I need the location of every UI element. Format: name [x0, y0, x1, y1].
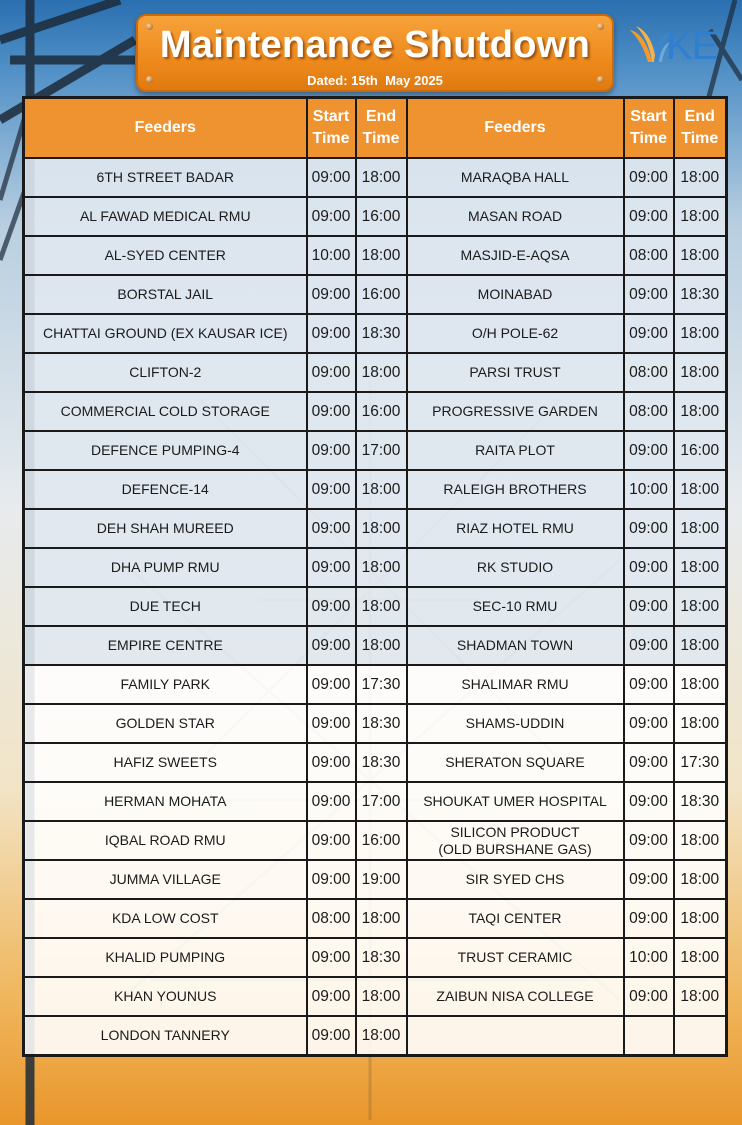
- right-feeder-cell: TAQI CENTER: [407, 899, 624, 938]
- right-end-time-cell: 18:00: [674, 392, 727, 431]
- left-start-time-cell: 09:00: [307, 197, 356, 236]
- right-start-time-cell: 09:00: [624, 665, 674, 704]
- table-row: [24, 548, 727, 587]
- left-feeder-cell: DEFENCE-14: [24, 470, 307, 509]
- right-feeder-cell: ZAIBUN NISA COLLEGE: [407, 977, 624, 1016]
- right-feeder-cell: TRUST CERAMIC: [407, 938, 624, 977]
- right-end-time-cell: [674, 1016, 727, 1056]
- right-feeder-cell: [407, 821, 624, 860]
- left-start-time-cell: 09:00: [307, 392, 356, 431]
- right-start-time-cell: 08:00: [624, 353, 674, 392]
- left-feeder-cell: IQBAL ROAD RMU: [24, 821, 307, 860]
- right-feeder-cell: MASAN ROAD: [407, 197, 624, 236]
- right-feeder-cell: SHAMS-UDDIN: [407, 704, 624, 743]
- right-end-time-cell: 18:00: [674, 158, 727, 197]
- table-row: [24, 470, 727, 509]
- left-end-time-cell: 18:00: [356, 1016, 407, 1056]
- left-feeder-cell: DUE TECH: [24, 587, 307, 626]
- left-feeder-cell: AL FAWAD MEDICAL RMU: [24, 197, 307, 236]
- left-end-time-cell: 16:00: [356, 197, 407, 236]
- left-start-time-cell: 09:00: [307, 1016, 356, 1056]
- left-end-time-cell: 18:00: [356, 626, 407, 665]
- header-feeders-right: Feeders: [407, 98, 624, 159]
- right-feeder-cell: RAITA PLOT: [407, 431, 624, 470]
- table-row: [24, 353, 727, 392]
- right-end-time-cell: 18:00: [674, 587, 727, 626]
- header-end-line1: End: [684, 108, 715, 125]
- shutdown-schedule-table: [22, 96, 728, 1057]
- left-start-time-cell: 09:00: [307, 626, 356, 665]
- right-end-time-cell: 18:00: [674, 938, 727, 977]
- left-feeder-cell: CHATTAI GROUND (EX KAUSAR ICE): [24, 314, 307, 353]
- left-feeder-cell: LONDON TANNERY: [24, 1016, 307, 1056]
- left-end-time-cell: 18:00: [356, 158, 407, 197]
- table-row: [24, 431, 727, 470]
- right-end-time-cell: 17:30: [674, 743, 727, 782]
- left-feeder-cell: AL-SYED CENTER: [24, 236, 307, 275]
- left-start-time-cell: 09:00: [307, 353, 356, 392]
- header-start-time-right: [624, 98, 674, 159]
- table-row: [24, 665, 727, 704]
- table-row: [24, 509, 727, 548]
- left-end-time-cell: 18:30: [356, 704, 407, 743]
- table-row: [24, 236, 727, 275]
- header-end-line2: Time: [362, 130, 400, 147]
- table-row: [24, 275, 727, 314]
- left-feeder-cell: HERMAN MOHATA: [24, 782, 307, 821]
- right-feeder-cell: [407, 1016, 624, 1056]
- left-feeder-cell: EMPIRE CENTRE: [24, 626, 307, 665]
- right-start-time-cell: 09:00: [624, 860, 674, 899]
- left-feeder-cell: GOLDEN STAR: [24, 704, 307, 743]
- left-end-time-cell: 18:00: [356, 236, 407, 275]
- right-start-time-cell: 09:00: [624, 821, 674, 860]
- right-end-time-cell: 18:00: [674, 509, 727, 548]
- left-feeder-cell: 6TH STREET BADAR: [24, 158, 307, 197]
- header-start-line1: Start: [312, 108, 350, 125]
- date-label: Dated: 15th May 2025: [307, 73, 443, 88]
- table-row: [24, 899, 727, 938]
- right-start-time-cell: 09:00: [624, 743, 674, 782]
- left-end-time-cell: 18:30: [356, 938, 407, 977]
- left-feeder-cell: HAFIZ SWEETS: [24, 743, 307, 782]
- table-row: [24, 704, 727, 743]
- table-row: [24, 587, 727, 626]
- right-start-time-cell: 09:00: [624, 704, 674, 743]
- right-start-time-cell: 08:00: [624, 392, 674, 431]
- right-feeder-cell: SHERATON SQUARE: [407, 743, 624, 782]
- left-start-time-cell: 09:00: [307, 275, 356, 314]
- right-feeder-cell: MARAQBA HALL: [407, 158, 624, 197]
- left-start-time-cell: 09:00: [307, 938, 356, 977]
- right-end-time-cell: 16:00: [674, 431, 727, 470]
- left-end-time-cell: 18:30: [356, 314, 407, 353]
- right-start-time-cell: 09:00: [624, 431, 674, 470]
- left-end-time-cell: 18:00: [356, 353, 407, 392]
- table-row: [24, 860, 727, 899]
- left-end-time-cell: 18:00: [356, 977, 407, 1016]
- right-feeder-cell: O/H POLE-62: [407, 314, 624, 353]
- header-feeders-left: Feeders: [24, 98, 307, 159]
- left-start-time-cell: 09:00: [307, 821, 356, 860]
- left-start-time-cell: 09:00: [307, 665, 356, 704]
- left-feeder-cell: CLIFTON-2: [24, 353, 307, 392]
- left-end-time-cell: 18:00: [356, 587, 407, 626]
- left-start-time-cell: 09:00: [307, 977, 356, 1016]
- right-end-time-cell: 18:30: [674, 782, 727, 821]
- left-feeder-cell: KHALID PUMPING: [24, 938, 307, 977]
- left-end-time-cell: 18:00: [356, 509, 407, 548]
- page-title: Maintenance Shutdown: [159, 24, 591, 66]
- left-feeder-cell: DHA PUMP RMU: [24, 548, 307, 587]
- left-feeder-cell: KHAN YOUNUS: [24, 977, 307, 1016]
- right-feeder-cell: PARSI TRUST: [407, 353, 624, 392]
- right-feeder-cell: RIAZ HOTEL RMU: [407, 509, 624, 548]
- company-logo: [626, 22, 736, 72]
- right-feeder-cell: PROGRESSIVE GARDEN: [407, 392, 624, 431]
- right-feeder-cell: MASJID-E-AQSA: [407, 236, 624, 275]
- right-start-time-cell: 10:00: [624, 938, 674, 977]
- right-start-time-cell: 09:00: [624, 197, 674, 236]
- table-body: [24, 158, 727, 1056]
- table-row: [24, 743, 727, 782]
- left-feeder-cell: DEFENCE PUMPING-4: [24, 431, 307, 470]
- right-start-time-cell: 09:00: [624, 626, 674, 665]
- right-end-time-cell: 18:00: [674, 548, 727, 587]
- left-end-time-cell: 19:00: [356, 860, 407, 899]
- right-feeder-cell: MOINABAD: [407, 275, 624, 314]
- header-start-line2: Time: [629, 130, 668, 147]
- left-end-time-cell: 18:30: [356, 743, 407, 782]
- table-row: [24, 821, 727, 860]
- right-feeder-cell: SIR SYED CHS: [407, 860, 624, 899]
- right-start-time-cell: 09:00: [624, 509, 674, 548]
- left-end-time-cell: 17:00: [356, 782, 407, 821]
- right-end-time-cell: 18:30: [674, 275, 727, 314]
- table-row: [24, 158, 727, 197]
- right-end-time-cell: 18:00: [674, 197, 727, 236]
- right-end-time-cell: 18:00: [674, 899, 727, 938]
- right-start-time-cell: 09:00: [624, 899, 674, 938]
- header-end-line1: End: [365, 108, 397, 125]
- left-feeder-cell: DEH SHAH MUREED: [24, 509, 307, 548]
- right-feeder-cell: RK STUDIO: [407, 548, 624, 587]
- header-start-line2: Time: [312, 130, 350, 147]
- title-banner: [136, 14, 614, 92]
- left-end-time-cell: 18:00: [356, 470, 407, 509]
- right-end-time-cell: 18:00: [674, 821, 727, 860]
- left-start-time-cell: 09:00: [307, 314, 356, 353]
- left-start-time-cell: 09:00: [307, 470, 356, 509]
- feeder-name-line2: (OLD BURSHANE GAS): [438, 840, 592, 857]
- left-end-time-cell: 16:00: [356, 821, 407, 860]
- right-end-time-cell: 18:00: [674, 665, 727, 704]
- table-row: [24, 938, 727, 977]
- left-end-time-cell: 17:00: [356, 431, 407, 470]
- table-row: [24, 392, 727, 431]
- right-end-time-cell: 18:00: [674, 977, 727, 1016]
- right-end-time-cell: 18:00: [674, 236, 727, 275]
- table-row: [24, 1016, 727, 1056]
- right-end-time-cell: 18:00: [674, 470, 727, 509]
- right-start-time-cell: 09:00: [624, 314, 674, 353]
- right-end-time-cell: 18:00: [674, 353, 727, 392]
- right-start-time-cell: [624, 1016, 674, 1056]
- right-feeder-cell: SHADMAN TOWN: [407, 626, 624, 665]
- header-end-time-left: [356, 98, 407, 159]
- table-row: [24, 977, 727, 1016]
- right-start-time-cell: 10:00: [624, 470, 674, 509]
- left-feeder-cell: KDA LOW COST: [24, 899, 307, 938]
- left-start-time-cell: 09:00: [307, 431, 356, 470]
- header-start-time-left: [307, 98, 356, 159]
- left-feeder-cell: FAMILY PARK: [24, 665, 307, 704]
- left-feeder-cell: JUMMA VILLAGE: [24, 860, 307, 899]
- left-end-time-cell: 16:00: [356, 275, 407, 314]
- right-start-time-cell: 09:00: [624, 548, 674, 587]
- logo-text: KE: [666, 24, 718, 68]
- right-start-time-cell: 09:00: [624, 275, 674, 314]
- table-row: [24, 197, 727, 236]
- right-end-time-cell: 18:00: [674, 704, 727, 743]
- left-feeder-cell: BORSTAL JAIL: [24, 275, 307, 314]
- left-start-time-cell: 09:00: [307, 782, 356, 821]
- left-start-time-cell: 09:00: [307, 548, 356, 587]
- right-start-time-cell: 09:00: [624, 782, 674, 821]
- left-end-time-cell: 18:00: [356, 548, 407, 587]
- left-start-time-cell: 10:00: [307, 236, 356, 275]
- table-row: [24, 626, 727, 665]
- right-end-time-cell: 18:00: [674, 626, 727, 665]
- left-end-time-cell: 17:30: [356, 665, 407, 704]
- left-start-time-cell: 09:00: [307, 743, 356, 782]
- right-start-time-cell: 09:00: [624, 587, 674, 626]
- left-feeder-cell: COMMERCIAL COLD STORAGE: [24, 392, 307, 431]
- header-start-line1: Start: [630, 108, 667, 125]
- left-start-time-cell: 09:00: [307, 587, 356, 626]
- header-end-time-right: [674, 98, 727, 159]
- right-feeder-cell: SEC-10 RMU: [407, 587, 624, 626]
- left-start-time-cell: 09:00: [307, 860, 356, 899]
- left-end-time-cell: 18:00: [356, 899, 407, 938]
- right-feeder-cell: SHOUKAT UMER HOSPITAL: [407, 782, 624, 821]
- table-header-row: [24, 98, 727, 159]
- left-start-time-cell: 09:00: [307, 704, 356, 743]
- right-feeder-cell: SHALIMAR RMU: [407, 665, 624, 704]
- left-end-time-cell: 16:00: [356, 392, 407, 431]
- table-row: [24, 314, 727, 353]
- right-end-time-cell: 18:00: [674, 860, 727, 899]
- right-start-time-cell: 08:00: [624, 236, 674, 275]
- right-end-time-cell: 18:00: [674, 314, 727, 353]
- left-start-time-cell: 09:00: [307, 158, 356, 197]
- right-feeder-cell: RALEIGH BROTHERS: [407, 470, 624, 509]
- right-start-time-cell: 09:00: [624, 977, 674, 1016]
- right-start-time-cell: 09:00: [624, 158, 674, 197]
- left-start-time-cell: 09:00: [307, 509, 356, 548]
- feeder-name-line1: SILICON PRODUCT: [450, 823, 580, 840]
- left-start-time-cell: 08:00: [307, 899, 356, 938]
- table-row: [24, 782, 727, 821]
- header-end-line2: Time: [681, 130, 719, 147]
